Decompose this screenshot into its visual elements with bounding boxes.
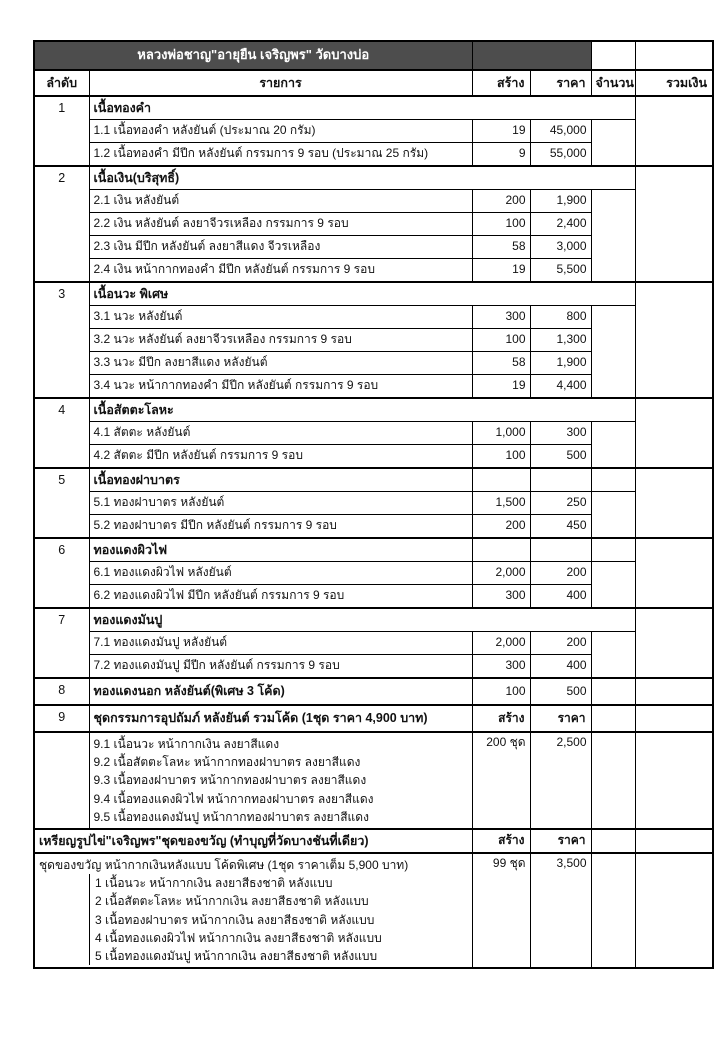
made-value: 100 [472,678,530,705]
total-cell [635,96,713,166]
total-cell [635,398,713,468]
item-line: 9.1 เนื้อนวะ หน้ากากเงิน ลงยาสีแดง [93,737,280,751]
price-value: 2,500 [530,732,591,829]
row-num: 7 [34,608,89,678]
row-num: 3 [34,282,89,398]
item-label: 1.2 เนื้อทองคำ มีปีก หลังยันต์ กรรมการ 9 รอบ (ประมาณ 25 กรัม) [89,143,472,167]
made-value: 19 [472,259,530,283]
price-value: 800 [530,306,591,329]
item-label: 2.4 เงิน หน้ากากทองคำ มีปีก หลังยันต์ กรรมการ 9 รอบ [89,259,472,283]
made-value: 200 [472,515,530,539]
gift-title: เหรียญรูปไข่"เจริญพร"ชุดของขวัญ (ทำบุญที่วัดบางชันที่เดียว) [34,829,472,853]
total-cell [635,468,713,538]
qty-cell [591,190,635,283]
item-line: 9.2 เนื้อสัตตะโลหะ หน้ากากทองฝาบาตร ลงยาสีแดง [93,755,361,770]
made-value: 100 [472,445,530,469]
total-cell [635,678,713,705]
row-num: 8 [34,678,89,705]
section-header-row [34,166,713,190]
item-label: 7.1 ทองแดงมันปู หลังยันต์ [89,632,472,655]
price-value: 500 [530,445,591,469]
made-cell-empty [472,538,530,562]
qty-cell [591,492,635,539]
section9-header-row [34,705,713,732]
row-8 [34,678,713,705]
item-label: 2.3 เงิน มีปีก หลังยันต์ ลงยาสีแดง จีวรเหลือง [89,236,472,259]
price-value: 1,300 [530,329,591,352]
gift-line: 4 เนื้อทองแดงผิวไฟ หน้ากากเงิน ลงยาสีธงชาติ หลังแบบ [95,930,382,945]
item-row [34,422,713,445]
qty-cell [591,853,635,968]
qty-cell [591,705,635,732]
price-cell-empty [530,468,591,492]
qty-cell [591,632,635,679]
item-line: 9.4 เนื้อทองแดงผิวไฟ หน้ากากทองฝาบาตร ลงยาสีแดง [93,791,374,806]
row-num: 1 [34,96,89,166]
row-num: 5 [34,468,89,538]
total-cell [635,732,713,829]
made-value: 200 [472,190,530,213]
section-header-row [34,468,713,492]
section-title: ทองแดงมันปู [89,608,635,632]
title-bar-filler [472,41,591,70]
price-value: 2,400 [530,213,591,236]
document-title: หลวงพ่อชาญ"อายุยืน เจริญพร" วัดบางบ่อ [34,41,472,70]
made-value: 2,000 [472,632,530,655]
total-cell [635,166,713,282]
item-row [34,632,713,655]
item-label: 5.2 ทองฝาบาตร มีปีก หลังยันต์ กรรมการ 9 รอบ [89,515,472,539]
made-value: 19 [472,120,530,143]
item-label: 7.2 ทองแดงมันปู มีปีก หลังยันต์ กรรมการ 9 รอบ [89,655,472,679]
price-cell-empty [530,538,591,562]
item-row [34,120,713,143]
made-value: 2,000 [472,562,530,585]
column-header-row [34,70,713,96]
col-header-made: สร้าง [472,70,530,96]
made-value: 58 [472,352,530,375]
gift-line: 1 เนื้อนวะ หน้ากากเงิน ลงยาสีธงชาติ หลังแบบ [95,876,333,891]
made-value: 9 [472,143,530,167]
gift-line: 5 เนื้อทองแดงมันปู หน้ากากเงิน ลงยาสีธงชาติ หลังแบบ [95,949,378,964]
item-row [34,190,713,213]
made-value: 200 ชุด [472,732,530,829]
title-row-total-cell [635,41,713,70]
qty-cell [591,422,635,469]
price-value: 450 [530,515,591,539]
price-label: ราคา [530,705,591,732]
price-value: 400 [530,655,591,679]
row-num: 2 [34,166,89,282]
made-value: 19 [472,375,530,399]
made-value: 300 [472,585,530,609]
col-header-price: ราคา [530,70,591,96]
price-value: 45,000 [530,120,591,143]
made-value: 1,500 [472,492,530,515]
made-value: 100 [472,213,530,236]
title-row-qty-cell [591,41,635,70]
item-label: 6.2 ทองแดงผิวไฟ มีปีก หลังยันต์ กรรมการ 9 รอบ [89,585,472,609]
price-value: 1,900 [530,352,591,375]
total-cell [635,538,713,608]
gift-main-line: ชุดของขวัญ หน้ากากเงินหลังแบบ โค้ดพิเศษ (1ชุด ราคาเต็ม 5,900 บาท) [39,858,409,873]
row-num: 9 [34,705,89,732]
price-value: 300 [530,422,591,445]
section-title: เนื้อทองคำ [89,96,635,120]
item-lines [89,732,472,829]
made-value: 99 ชุด [472,853,530,968]
total-cell [635,853,713,968]
section-title: ชุดกรรมการอุปถัมภ์ หลังยันต์ รวมโค้ด (1ชุด ราคา 4,900 บาท) [89,705,472,732]
gift-lines [34,853,472,968]
row-num: 4 [34,398,89,468]
gift-line: 3 เนื้อทองฝาบาตร หน้ากากเงิน ลงยาสีธงชาติ หลังแบบ [95,912,375,927]
qty-cell [591,829,635,853]
col-header-num: ลำดับ [34,70,89,96]
price-value: 400 [530,585,591,609]
item-label: 4.1 สัตตะ หลังยันต์ [89,422,472,445]
total-cell [635,705,713,732]
row-num: 6 [34,538,89,608]
item-line: 9.3 เนื้อทองฝาบาตร หน้ากากทองฝาบาตร ลงยาสีแดง [93,773,367,788]
item-label: 5.1 ทองฝาบาตร หลังยันต์ [89,492,472,515]
total-cell [635,608,713,678]
gift-items-row [34,853,713,968]
section-title: ทองแดงนอก หลังยันต์(พิเศษ 3 โค้ด) [89,678,472,705]
price-label: ราคา [530,829,591,853]
item-label: 2.2 เงิน หลังยันต์ ลงยาจีวรเหลือง กรรมการ 9 รอบ [89,213,472,236]
item-label: 3.4 นวะ หน้ากากทองคำ มีปีก หลังยันต์ กรรมการ 9 รอบ [89,375,472,399]
price-value: 250 [530,492,591,515]
title-bar [34,41,713,70]
price-value: 3,500 [530,853,591,968]
section-header-row [34,96,713,120]
section9-items-row [34,732,713,829]
item-row [34,492,713,515]
price-value: 200 [530,562,591,585]
made-value: 1,000 [472,422,530,445]
price-value: 5,500 [530,259,591,283]
item-label: 3.1 นวะ หลังยันต์ [89,306,472,329]
item-row [34,562,713,585]
made-cell-empty [472,468,530,492]
section-title: เนื้อสัตตะโลหะ [89,398,635,422]
qty-cell-empty [591,538,635,562]
price-value: 500 [530,678,591,705]
qty-cell [591,120,635,167]
made-value: 300 [472,655,530,679]
item-label: 2.1 เงิน หลังยันต์ [89,190,472,213]
section-title: ทองแดงผิวไฟ [89,538,472,562]
total-cell [635,829,713,853]
qty-cell [591,562,635,609]
made-label: สร้าง [472,829,530,853]
section-title: เนื้อนวะ พิเศษ [89,282,635,306]
qty-cell-empty [591,468,635,492]
item-label: 1.1 เนื้อทองคำ หลังยันต์ (ประมาณ 20 กรัม) [89,120,472,143]
row-num-empty [34,732,89,829]
section-header-row [34,538,713,562]
item-label: 6.1 ทองแดงผิวไฟ หลังยันต์ [89,562,472,585]
price-value: 1,900 [530,190,591,213]
item-label: 3.2 นวะ หลังยันต์ ลงยาจีวรเหลือง กรรมการ 9 รอบ [89,329,472,352]
item-label: 4.2 สัตตะ มีปีก หลังยันต์ กรรมการ 9 รอบ [89,445,472,469]
qty-cell [591,678,635,705]
qty-cell [591,306,635,399]
price-value: 200 [530,632,591,655]
made-value: 100 [472,329,530,352]
gift-line: 2 เนื้อสัตตะโลหะ หน้ากากเงิน ลงยาสีธงชาติ หลังแบบ [95,894,369,909]
made-value: 58 [472,236,530,259]
qty-cell [591,732,635,829]
item-line: 9.5 เนื้อทองแดงมันปู หน้ากากทองฝาบาตร ลงยาสีแดง [93,809,369,824]
section-header-row [34,282,713,306]
item-label: 3.3 นวะ มีปีก ลงยาสีแดง หลังยันต์ [89,352,472,375]
total-cell [635,282,713,398]
item-row [34,306,713,329]
col-header-item: รายการ [89,70,472,96]
gift-sub-lines [89,874,468,965]
col-header-qty: จำนวน [591,70,635,96]
price-value: 4,400 [530,375,591,399]
made-value: 300 [472,306,530,329]
section-header-row [34,608,713,632]
section-header-row [34,398,713,422]
price-value: 3,000 [530,236,591,259]
gift-header-row [34,829,713,853]
section-title: เนื้อเงิน(บริสุทธิ์) [89,166,635,190]
made-label: สร้าง [472,705,530,732]
price-table [33,40,714,969]
section-title: เนื้อทองฝาบาตร [89,468,472,492]
price-value: 55,000 [530,143,591,167]
col-header-total: รวมเงิน [635,70,713,96]
